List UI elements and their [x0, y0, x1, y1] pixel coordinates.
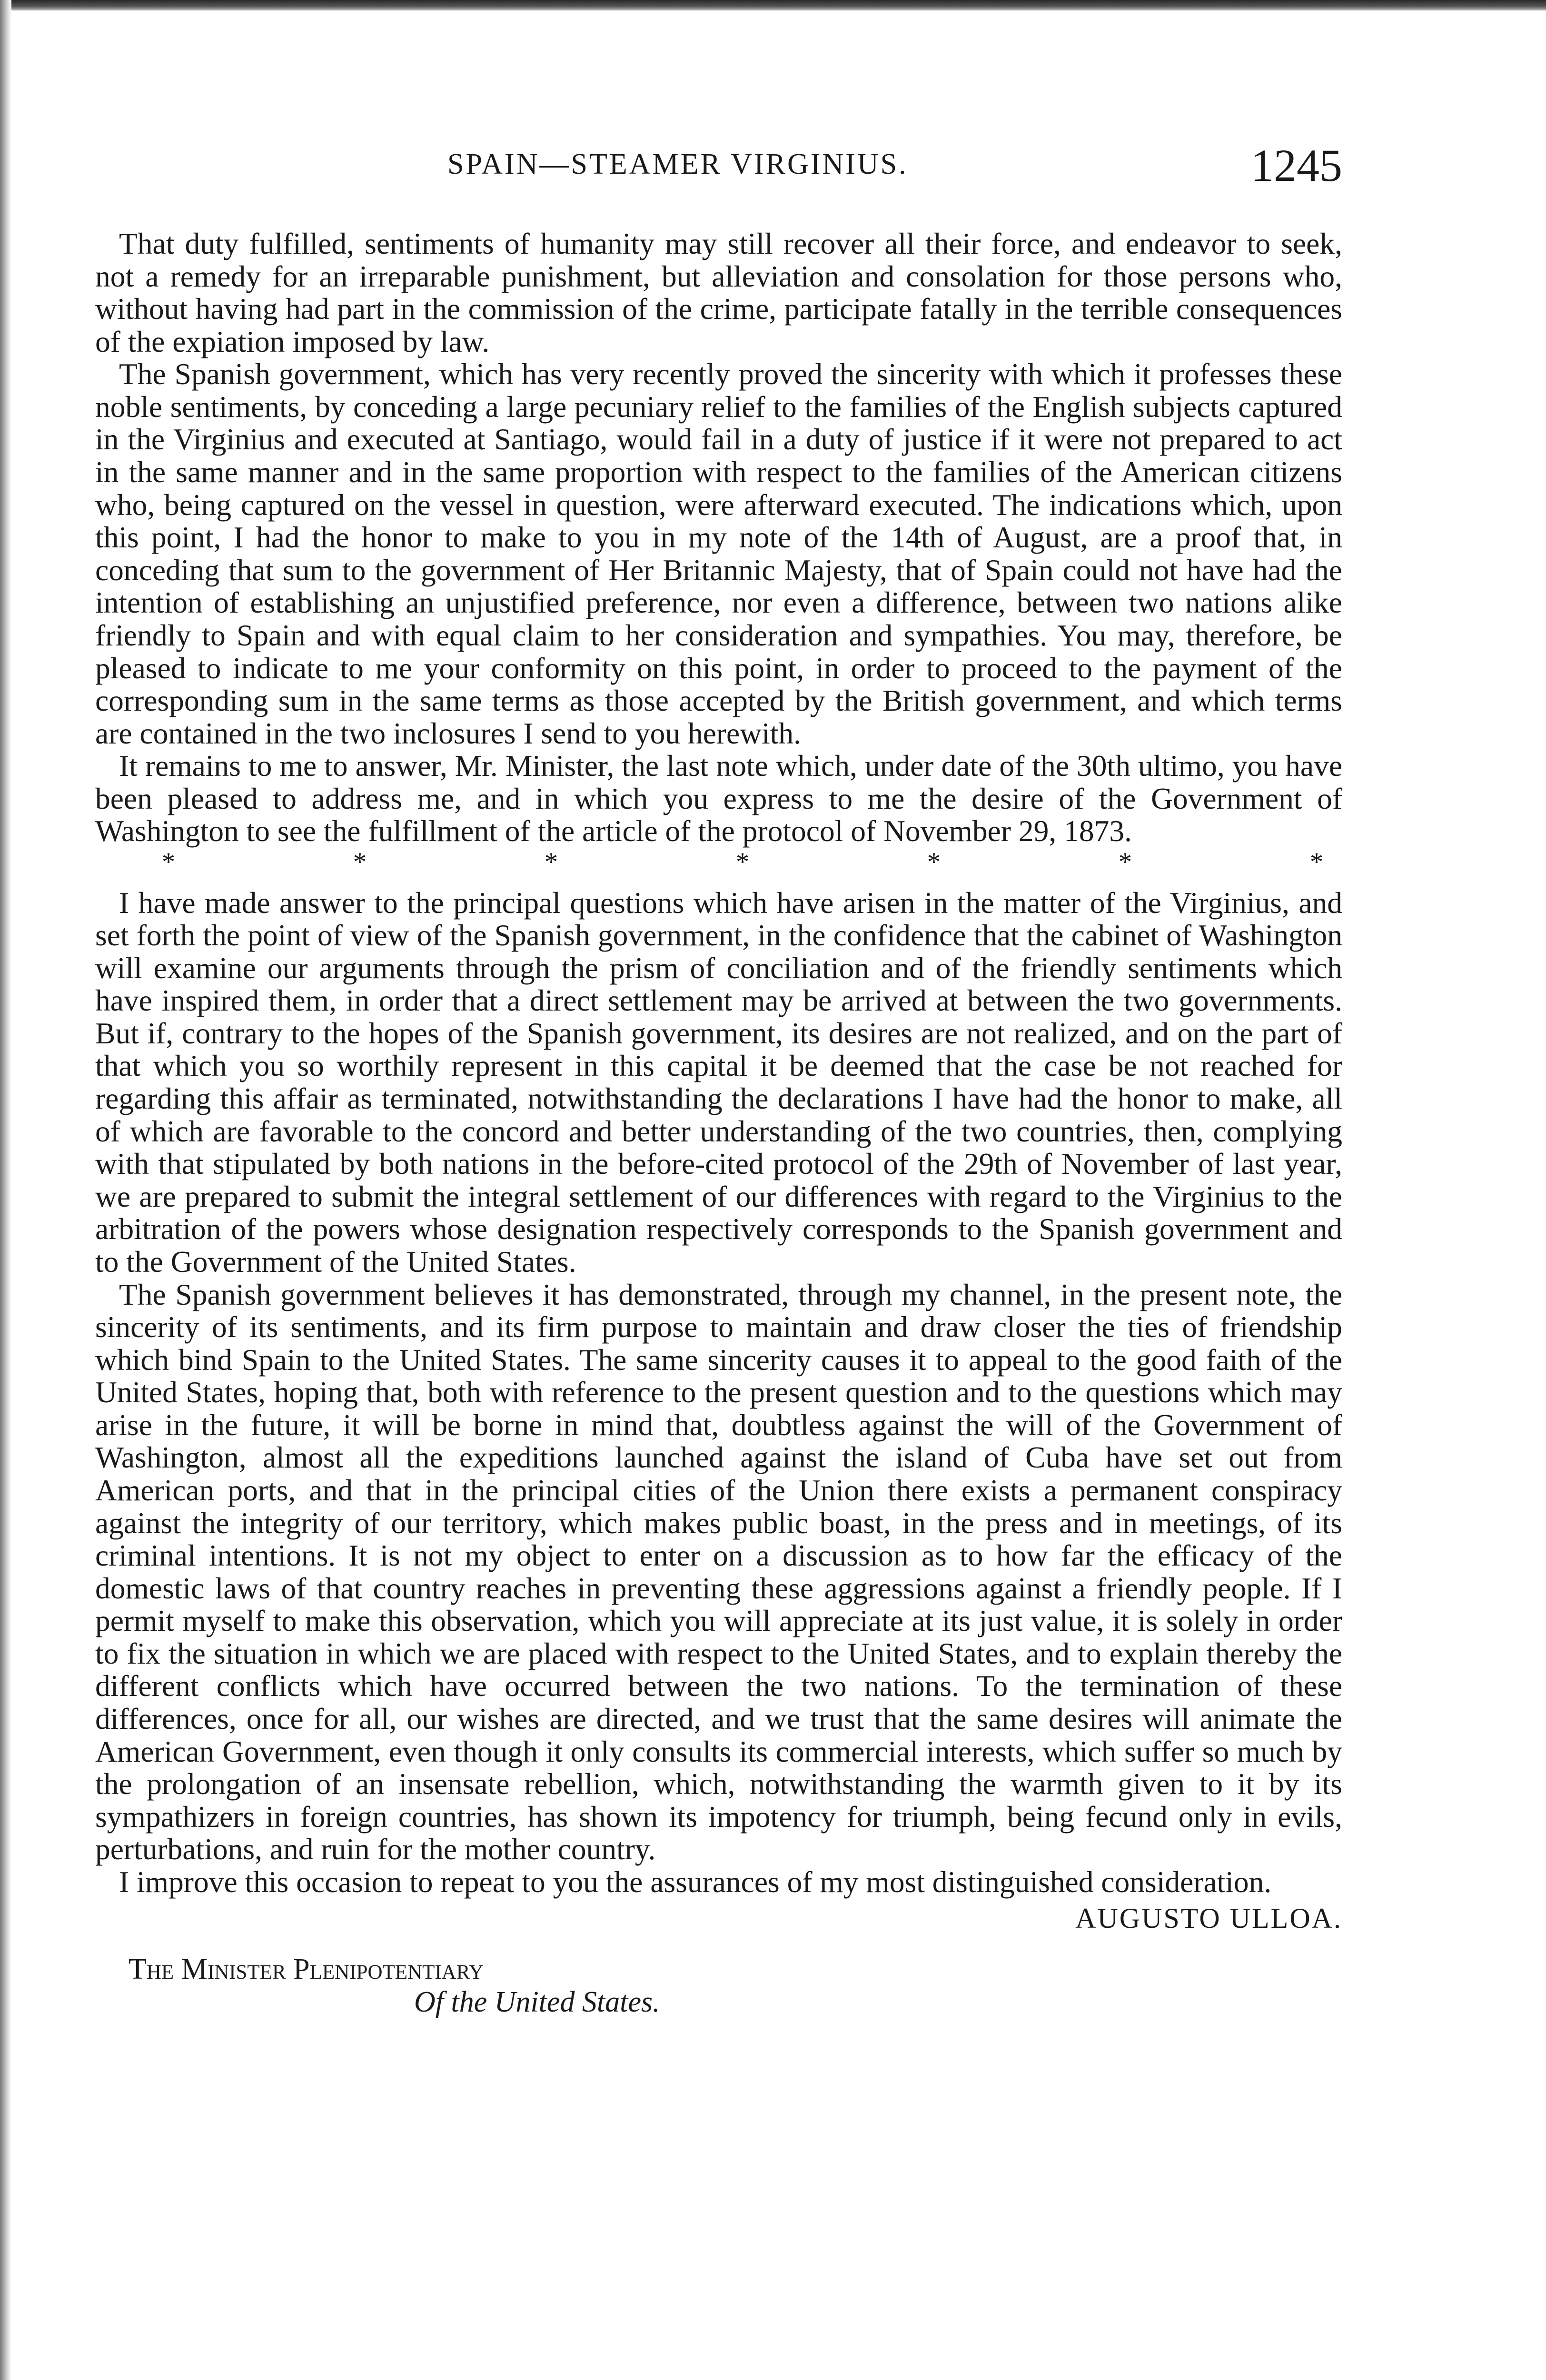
- asterism: *: [1310, 847, 1323, 877]
- addressee-title: The Minister Plenipotentiary: [129, 1953, 484, 1985]
- top-border-rule: [0, 0, 1546, 10]
- asterism: *: [1119, 847, 1132, 877]
- addressee-block: [129, 1953, 1342, 2019]
- addressee-country: Of the United States.: [414, 1985, 660, 2018]
- body-paragraph: The Spanish government believes it has demonstrated, through my channel, in the present note, the sincerity of its sentiments, and its firm purpose to maintain and draw closer the ties of friendship which bind Spain to the United States. The same sincerity causes it to appeal to the good faith of the United States, hoping that, both with reference to the present question and to the questions which may arise in the future, it will be borne in mind that, doubtless against the will of the Government of Washington, almost all the expeditions launched against the island of Cuba have set out from American ports, and that in the principal cities of the Union there exists a permanent conspiracy against the integrity of our territory, which makes public boast, in the press and in meetings, of its criminal intentions. It is not my object to enter on a discussion as to how far the efficacy of the domestic laws of that country reaches in preventing these aggressions against a friendly people. If I permit myself to make this observation, which you will appreciate at its just value, it is solely in order to fix the situation in which we are placed with respect to the United States, and to explain thereby the different conflicts which have occurred between the two nations. To the termination of these differences, once for all, our wishes are directed, and we trust that the same desires will animate the American Government, even though it only consults its commercial interests, which suffer so much by the prolongation of an insensate rebellion, which, notwithstanding the warmth given to it by its sympathizers in foreign countries, has shown its impotency for triumph, being fecund only in evils, perturbations, and ruin for the mother country.: [95, 1277, 1342, 1866]
- asterism: *: [736, 847, 749, 877]
- body-paragraph: I improve this occasion to repeat to you the assurances of my most distinguished consideration.: [119, 1864, 1272, 1899]
- document-body: [95, 228, 1342, 2019]
- ellipsis-asterisms: [95, 848, 1342, 877]
- page-number: 1245: [1251, 140, 1342, 191]
- running-title: SPAIN—STEAMER VIRGINIUS.: [447, 148, 908, 180]
- asterism: *: [353, 847, 367, 877]
- asterism: *: [162, 847, 175, 877]
- asterism: *: [927, 847, 941, 877]
- signature: AUGUSTO ULLOA.: [1075, 1902, 1342, 1934]
- body-paragraph: I have made answer to the principal questions which have arisen in the matter of the Virginius, and set forth the point of view of the Spanish government, in the confidence that the cabinet of Washington will examine our arguments through the prism of conciliation and of the friendly sentiments which have inspired them, in order that a direct settlement may be arrived at between the two governments. But if, contrary to the hopes of the Spanish government, its desires are not realized, and on the part of that which you so worthily represent in this capital it be deemed that the case be not reached for regarding this affair as terminated, notwithstanding the declarations I have had the honor to make, all of which are favorable to the concord and better understanding of the two countries, then, complying with that stipulated by both nations in the before-cited protocol of the 29th of November of last year, we are prepared to submit the integral settlement of our differences with regard to the Virginius to the arbitration of the powers whose designation respectively corresponds to the Spanish government and to the Government of the United States.: [95, 885, 1342, 1279]
- running-head: [95, 139, 1342, 196]
- body-paragraph: That duty fulfilled, sentiments of humanity may still recover all their force, and endeavor to seek, not a remedy for an irreparable punishment, but alleviation and consolation for those persons who, without having had part in the commission of the crime, participate fatally in the terrible consequences of the expiation imposed by law.: [95, 227, 1342, 358]
- body-paragraph: It remains to me to answer, Mr. Minister, the last note which, under date of the 30th ultimo, you have been pleased to address me, and in which you express to me the desire of the Government of Washington to see the fulfillment of the article of the protocol of November 29, 1873.: [95, 749, 1342, 848]
- binding-edge-shadow: [0, 0, 11, 2380]
- body-paragraph: The Spanish government, which has very recently proved the sincerity with which it professes these noble sentiments, by conceding a large pecuniary relief to the families of the English subjects captured in the Virginius and executed at Santiago, would fail in a duty of justice if it were not prepared to act in the same manner and in the same proportion with respect to the families of the American citizens who, being captured on the vessel in question, were afterward executed. The indications which, upon this point, I had the honor to make to you in my note of the 14th of August, are a proof that, in conceding that sum to the government of Her Britannic Majesty, that of Spain could not have had the intention of establishing an unjustified preference, nor even a difference, between two nations alike friendly to Spain and with equal claim to her consideration and sympathies. You may, therefore, be pleased to indicate to me your conformity on this point, in order to proceed to the payment of the corresponding sum in the same terms as those accepted by the British government, and which terms are contained in the two inclosures I send to you herewith.: [95, 357, 1342, 750]
- asterism: *: [545, 847, 558, 877]
